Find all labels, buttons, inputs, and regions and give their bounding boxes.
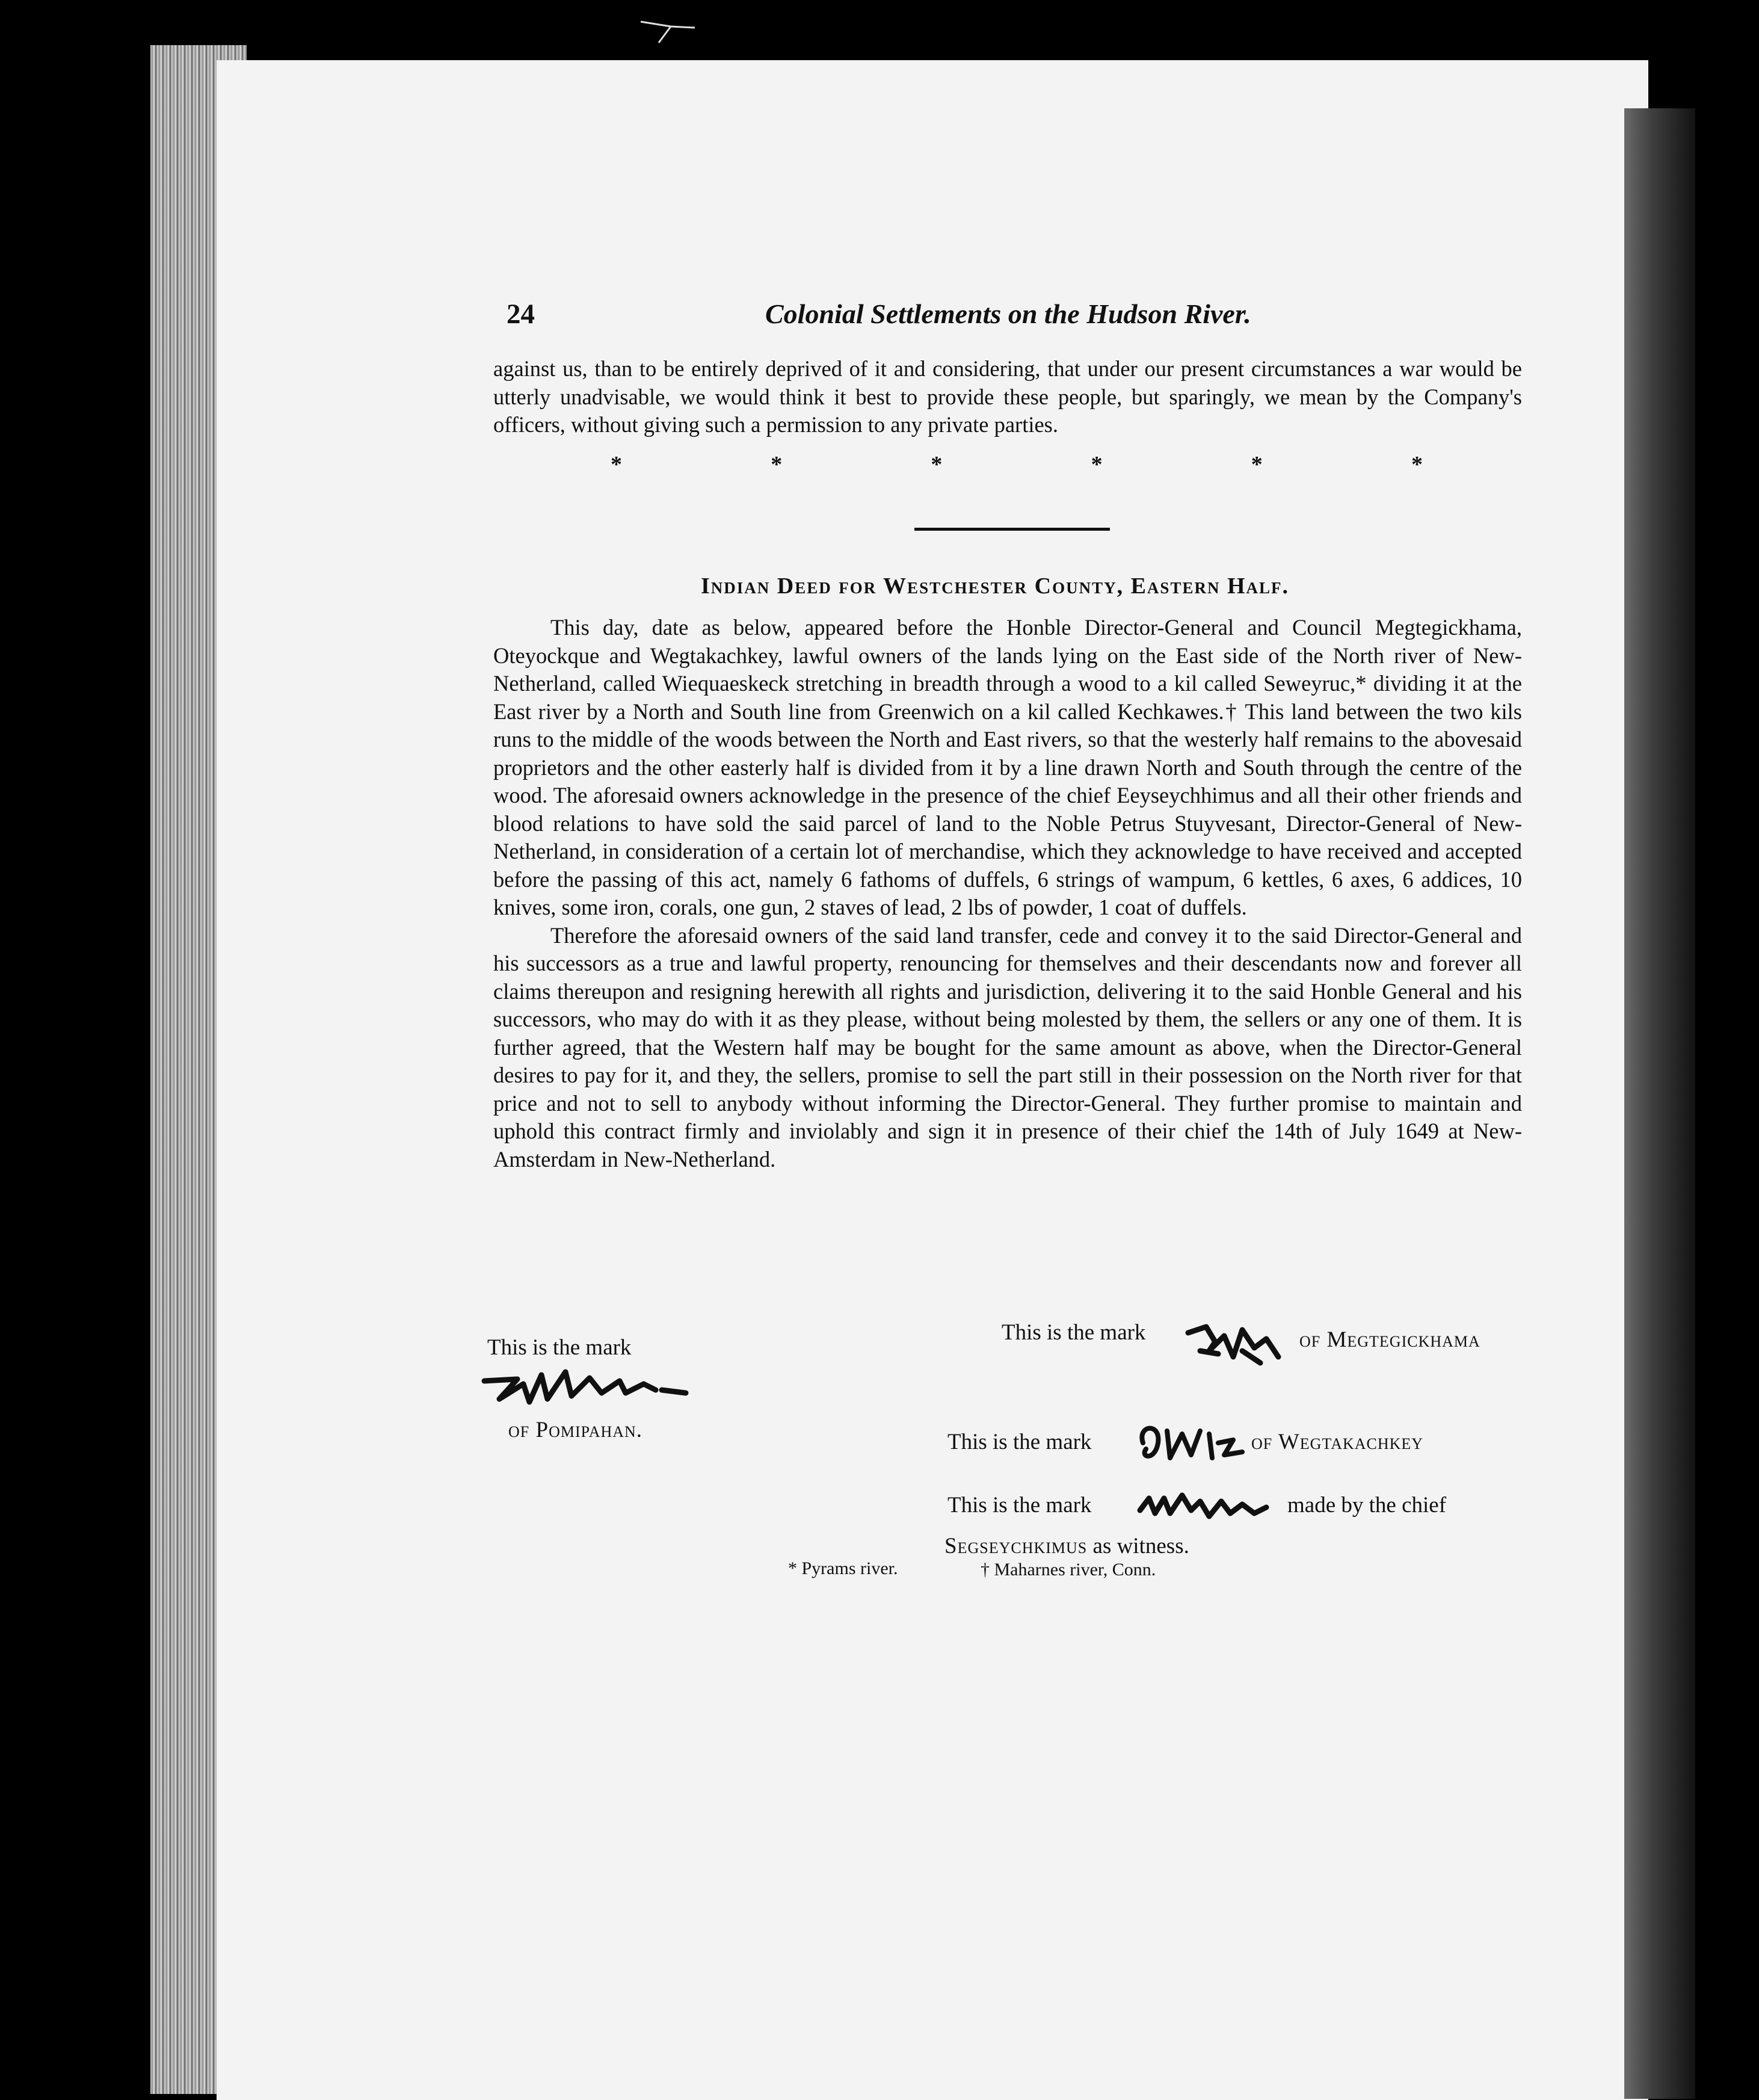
wegtakachkey-mark-intro: This is the mark [947,1430,1092,1454]
megtegickhama-name: of Megtegickhama [1299,1327,1480,1352]
chief-mark-signature [1134,1486,1272,1528]
pomipahan-name: of Pomipahan. [508,1418,643,1442]
star: * [771,452,783,477]
wegtakachkey-name: of Wegtakachkey [1251,1430,1424,1454]
deed-paragraph-2: Therefore the aforesaid owners of the said land transfer, cede and convey it to the said Director-General and his successors as a true and lawful property, renouncing for themselves and their descendants now and forever all claims thereupon and resigning herewith all rights and jurisdiction, delivering it to the said Honble General and his successors, who may do with it as they please, without being molested by them, the sellers or any one of them. It is further agreed, that the Western half may be bought for the same amount as above, when the Director-General desires to pay for it, and they, the sellers, promise to sell the part still in their possession on the North river for that price and not to sell to anybody without informing the Director-General. They further promise to maintain and uphold this contract firmly and inviolably and sign it in presence of their chief the 14th of July 1649 at New-Amsterdam in New-Netherland. [493,922,1522,1172]
chief-witness-text: as witness. [1092,1534,1189,1558]
star: * [611,452,622,477]
chief-mark-suffix: made by the chief [1287,1493,1447,1518]
megtegickhama-mark-signature [1182,1315,1290,1369]
running-title: Colonial Settlements on the Hudson River. [765,298,1251,329]
deed-paragraph-1: This day, date as below, appeared before the Honble Director-General and Council Megtegickhama, Oteyockque and Wegtakachkey, lawful owners of the lands lying on the East side of the North river of New-Netherland, called Wiequaeskeck stretching in breadth through a wood to a kil called Seweyruc,* dividing it at the East river by a North and South line from Greenwich on a kil called Kechkawes.† This land between the two kils runs to the middle of the woods between the North and East rivers, so that the westerly half remains to the abovesaid proprietors and the other easterly half is divided from it by a line drawn North and South through the centre of the wood. The aforesaid owners acknowledge in the presence of the chief Eeyseychhimus and all their other friends and blood relations to have sold the said parcel of land to the Noble Petrus Stuyvesant, Director-General of New-Netherland, in consideration of a certain lot of merchandise, which they acknowledge to have received and accepted before the passing of this act, namely 6 fathoms of duffels, 6 strings of wampum, 6 kettles, 6 axes, 6 addices, 10 knives, some iron, corals, one gun, 2 staves of lead, 2 lbs of powder, 1 coat of duffels. [493,615,1522,919]
footnote-star: * Pyrams river. [788,1558,898,1578]
continuation-text [493,355,1522,439]
wegtakachkey-mark-signature [1134,1419,1254,1467]
star: * [1411,452,1423,477]
pomipahan-mark-signature [481,1366,698,1414]
page-number: 24 [507,298,535,330]
section-rule [914,528,1110,531]
star: * [931,452,943,477]
continuation-paragraph: against us, than to be entirely deprived of it and considering, that under our present circumstances a war would be utterly unadvisable, we would think it best to provide these people, but sparingly, we mean by the Company's officers, without giving such a permission to any private parties. [493,356,1522,437]
megtegickhama-mark-intro: This is the mark [1002,1320,1146,1345]
chief-name: Segseychkimus [944,1534,1088,1558]
page-gutter-shadow [1624,108,1696,2099]
scan-border [1695,108,1759,2099]
separator-stars [611,451,1423,478]
chief-mark-intro: This is the mark [947,1493,1092,1518]
section-title: Indian Deed for Westchester County, Eastern Half. [701,573,1290,599]
pomipahan-mark-intro: This is the mark [487,1335,632,1360]
page-header [507,298,1277,340]
scan-mark [635,10,701,52]
chief-witness-line [944,1533,1189,1559]
footnote-dagger: † Maharnes river, Conn. [981,1560,1156,1580]
deed-body [493,614,1522,1173]
star: * [1251,452,1263,477]
star: * [1091,452,1103,477]
